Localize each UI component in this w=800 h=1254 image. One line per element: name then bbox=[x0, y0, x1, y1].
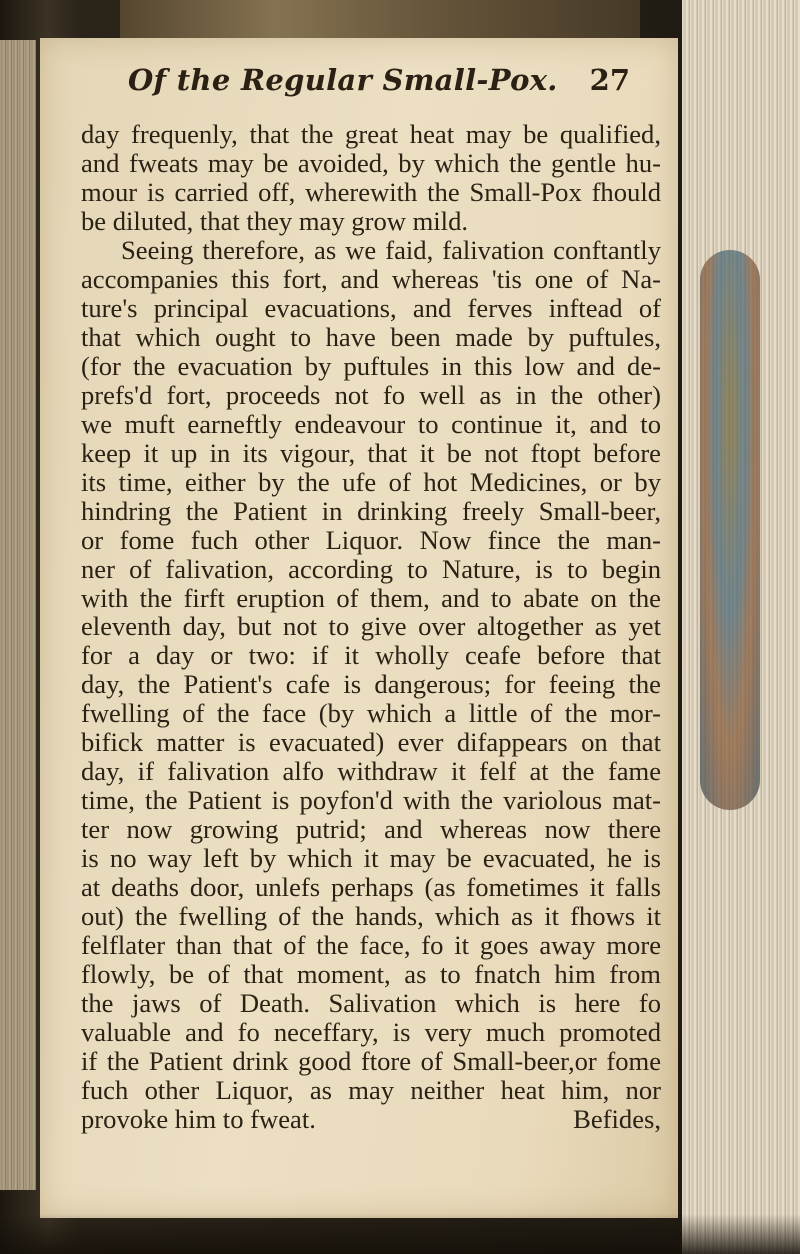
text-line: mour is carried off, wherewith the Small-Pox fhould bbox=[81, 176, 661, 207]
text-line: valuable and fo neceffary, is very much promoted bbox=[81, 1017, 661, 1048]
text-line: (for the evacuation by puftules in this low and de- bbox=[81, 350, 661, 381]
text-line: the jaws of Death. Salivation which is here fo bbox=[81, 988, 661, 1019]
text-line: hindring the Patient in drinking freely Small-beer, bbox=[81, 495, 661, 526]
text-line: fuch other Liquor, as may neither heat him, nor bbox=[81, 1074, 661, 1105]
text-line: out) the fwelling of the hands, which as it fhows it bbox=[81, 901, 661, 932]
text-line: ter now growing putrid; and whereas now there bbox=[81, 814, 661, 845]
text-line: or fome fuch other Liquor. Now fince the man- bbox=[81, 524, 661, 555]
text-line: day, if falivation alfo withdraw it felf at the fame bbox=[81, 756, 661, 787]
text-line: day, the Patient's cafe is dangerous; for feeing the bbox=[81, 669, 661, 700]
running-title: Of the Regular Small-Pox. bbox=[128, 63, 558, 97]
text-line: and fweats may be avoided, by which the gentle hu- bbox=[81, 147, 661, 178]
text-line: eleventh day, but not to give over altogether as yet bbox=[81, 611, 661, 642]
text-line: felflater than that of the face, fo it goes away more bbox=[81, 930, 661, 961]
text-line: we muft earneftly endeavour to continue it, and to bbox=[81, 408, 661, 439]
catchword: Befides, bbox=[573, 1103, 661, 1134]
page-number: 27 bbox=[589, 63, 630, 97]
last-line bbox=[81, 1105, 661, 1134]
body-text bbox=[81, 120, 661, 1134]
text-line: that which ought to have been made by puftules, bbox=[81, 321, 661, 352]
text-line: with the firft eruption of them, and to abate on the bbox=[81, 582, 661, 613]
text-line: time, the Patient is poyfon'd with the variolous mat- bbox=[81, 785, 661, 816]
text-line: for a day or two: if it wholly ceafe before that bbox=[81, 640, 661, 671]
text-line: be diluted, that they may grow mild. bbox=[81, 205, 469, 236]
text-line: is no way left by which it may be evacuated, he is bbox=[81, 843, 661, 874]
text-line: prefs'd fort, proceeds not fo well as in the other) bbox=[81, 379, 661, 410]
text-line: provoke him to fweat. bbox=[81, 1103, 316, 1134]
previous-page-edge bbox=[0, 40, 36, 1190]
text-line: ner of falivation, according to Nature, is to begin bbox=[81, 553, 661, 584]
text-line: day frequenly, that the great heat may be qualified, bbox=[81, 119, 661, 149]
page-stack-edge bbox=[682, 0, 800, 1254]
text-line: at deaths door, unlefs perhaps (as fometimes it falls bbox=[81, 872, 661, 903]
text-line: if the Patient drink good ftore of Small-beer,or fome bbox=[81, 1046, 661, 1076]
text-line: Seeing therefore, as we faid, falivation conftantly bbox=[121, 234, 661, 265]
book-page bbox=[40, 38, 678, 1218]
text-line: its time, either by the ufe of hot Medicines, or by bbox=[81, 466, 661, 497]
text-line: bifick matter is evacuated) ever difappears on that bbox=[81, 727, 661, 758]
text-line: keep it up in its vigour, that it be not ftopt before bbox=[81, 437, 661, 468]
page-header bbox=[128, 63, 648, 107]
text-line: fwelling of the face (by which a little of the mor- bbox=[81, 698, 661, 729]
marbled-endpaper bbox=[700, 250, 760, 810]
text-line: ture's principal evacuations, and ferves inftead of bbox=[81, 292, 661, 323]
text-line: flowly, be of that moment, as to fnatch him from bbox=[81, 959, 661, 990]
text-line: accompanies this fort, and whereas 'tis one of Na- bbox=[81, 263, 661, 294]
bottom-shadow bbox=[0, 1214, 800, 1254]
